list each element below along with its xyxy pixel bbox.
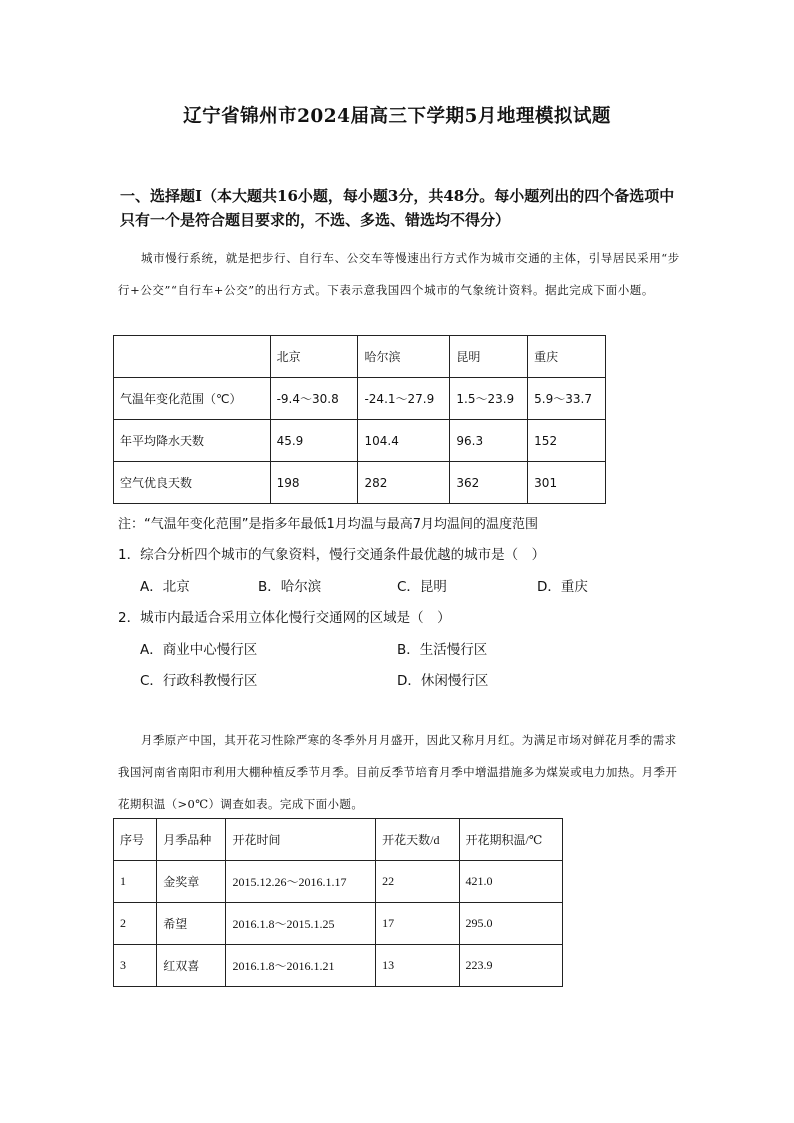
table-cell: 1.5～23.9 — [450, 378, 528, 420]
table-cell: 223.9 — [459, 945, 563, 987]
q1-option-c[interactable]: C．昆明 — [397, 579, 447, 595]
table-note: 注：“气温年变化范围”是指多年最低1月均温与最高7月均温间的温度范围 — [118, 517, 539, 532]
table-cell: 金奖章 — [157, 861, 226, 903]
table-cell: 198 — [270, 462, 358, 504]
table-cell: 哈尔滨 — [358, 336, 450, 378]
table-cell — [114, 336, 271, 378]
q1-option-b[interactable]: B．哈尔滨 — [258, 579, 322, 595]
table-cell: 17 — [376, 903, 459, 945]
weather-table — [113, 335, 606, 504]
passage-2: 月季原产中国，其开花习性除严寒的冬季外月月盛开，因此又称月月红。为满足市场对鲜花月季的需求我国河南省南阳市利用大棚种植反季节月季。目前反季节培育月季中增温措施多为煤炭或电力加热。月季开花期积温（>0℃）调查如表。完成下面小题。 — [118, 733, 678, 811]
table-row — [114, 903, 563, 945]
table-cell: 北京 — [270, 336, 358, 378]
table-cell: 月季品种 — [157, 819, 226, 861]
table-cell: 开花时间 — [226, 819, 376, 861]
table-row — [114, 378, 606, 420]
table-cell: 5.9～33.7 — [528, 378, 606, 420]
q2-option-b[interactable]: B．生活慢行区 — [397, 642, 488, 658]
table-cell: 昆明 — [450, 336, 528, 378]
rose-table — [113, 818, 563, 987]
table-row — [114, 420, 606, 462]
table-cell: 282 — [358, 462, 450, 504]
q2-option-c[interactable]: C．行政科教慢行区 — [140, 673, 258, 689]
table-cell: 22 — [376, 861, 459, 903]
table-cell: 重庆 — [528, 336, 606, 378]
table-cell: 45.9 — [270, 420, 358, 462]
table-header-row — [114, 819, 563, 861]
table-cell: 152 — [528, 420, 606, 462]
table-cell: 希望 — [157, 903, 226, 945]
table-cell: 2016.1.8～2016.1.21 — [226, 945, 376, 987]
table-cell: 1 — [114, 861, 157, 903]
table-cell: 2015.12.26～2016.1.17 — [226, 861, 376, 903]
q1-option-d[interactable]: D．重庆 — [537, 579, 588, 595]
q1-option-a[interactable]: A．北京 — [140, 579, 190, 595]
table-cell: 301 — [528, 462, 606, 504]
table-row — [114, 462, 606, 504]
table-cell: -24.1～27.9 — [358, 378, 450, 420]
table-cell: 362 — [450, 462, 528, 504]
table-cell: 序号 — [114, 819, 157, 861]
table-cell: 空气优良天数 — [114, 462, 271, 504]
table-header-row — [114, 336, 606, 378]
table-cell: 96.3 — [450, 420, 528, 462]
table-cell: 104.4 — [358, 420, 450, 462]
table-cell: 2016.1.8～2015.1.25 — [226, 903, 376, 945]
table-cell: 295.0 — [459, 903, 563, 945]
q2-option-a[interactable]: A．商业中心慢行区 — [140, 642, 258, 658]
table-cell: 13 — [376, 945, 459, 987]
table-cell: 红双喜 — [157, 945, 226, 987]
table-cell: 2 — [114, 903, 157, 945]
table-cell: -9.4～30.8 — [270, 378, 358, 420]
q2-option-d[interactable]: D．休闲慢行区 — [397, 673, 489, 689]
question-1-stem: 1．综合分析四个城市的气象资料，慢行交通条件最优越的城市是（ ） — [118, 547, 546, 563]
passage-1: 城市慢行系统，就是把步行、自行车、公交车等慢速出行方式作为城市交通的主体，引导居民采用“步行+公交”“自行车+公交”的出行方式。下表示意我国四个城市的气象统计资料。据此完成下面小题。 — [118, 251, 680, 297]
section-heading: 一、选择题Ⅰ（本大题共16小题，每小题3分，共48分。每小题列出的四个备选项中只有一个是符合题目要求的，不选、多选、错选均不得分） — [120, 187, 675, 229]
table-cell: 3 — [114, 945, 157, 987]
table-cell: 气温年变化范围（℃） — [114, 378, 271, 420]
table-cell: 开花天数/d — [376, 819, 459, 861]
table-cell: 年平均降水天数 — [114, 420, 271, 462]
table-row — [114, 945, 563, 987]
table-row — [114, 861, 563, 903]
table-cell: 421.0 — [459, 861, 563, 903]
page-title: 辽宁省锦州市2024届高三下学期5月地理模拟试题 — [183, 106, 611, 127]
table-cell: 开花期积温/℃ — [459, 819, 563, 861]
question-2-stem: 2．城市内最适合采用立体化慢行交通网的区域是（ ） — [118, 610, 451, 626]
